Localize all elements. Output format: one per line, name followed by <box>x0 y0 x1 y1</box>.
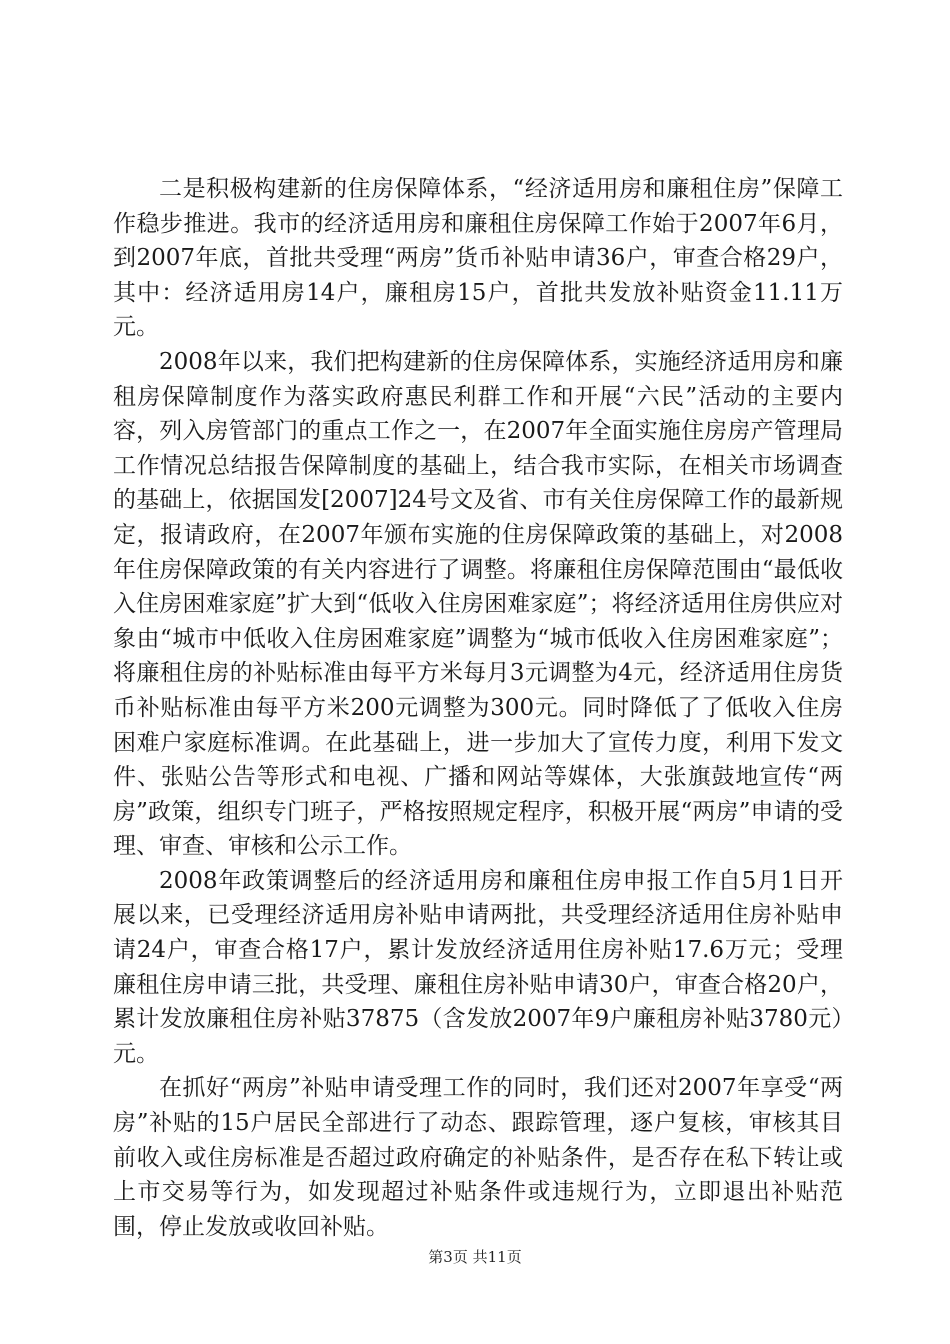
paragraph-2008-policy: 2008年以来，我们把构建新的住房保障体系，实施经济适用房和廉租房保障制度作为落实政府惠民利群工作和开展“六民”活动的主要内容，列入房管部门的重点工作之一，在2007年全面实施住房房产管理局工作情况总结报告保障制度的基础上，结合我市实际，在相关市场调查的基础上，依据国发[2007]24号文及省、市有关住房保障工作的最新规定，报请政府，在2007年颁布实施的住房保障政策的基础上，对2008年住房保障政策的有关内容进行了调整。将廉租住房保障范围由“最低收入住房困难家庭”扩大到“低收入住房困难家庭”；将经济适用住房供应对象由“城市中低收入住房困难家庭”调整为“城市低收入住房困难家庭”；将廉租住房的补贴标准由每平方米每月3元调整为4元，经济适用住房货币补贴标准由每平方米200元调整为300元。同时降低了了低收入住房困难户家庭标准调。在此基础上，进一步加大了宣传力度，利用下发文件、张贴公告等形式和电视、广播和网站等媒体，大张旗鼓地宣传“两房”政策，组织专门班子，严格按照规定程序，积极开展“两房”申请的受理、审查、审核和公示工作。 <box>113 348 843 860</box>
page-number-label: 第3页 共11页 <box>428 1248 522 1266</box>
paragraph-housing-system: 二是积极构建新的住房保障体系，“经济适用房和廉租住房”保障工作稳步推进。我市的经济适用房和廉租住房保障工作始于2007年6月，到2007年底，首批共受理“两房”货币补贴申请36户，审查合格29户，其中：经济适用房14户，廉租房15户，首批共发放补贴资金11.11万元。 <box>113 176 843 341</box>
document-body <box>113 172 843 1244</box>
page-footer <box>0 1246 950 1267</box>
paragraph-dynamic-management: 在抓好“两房”补贴申请受理工作的同时，我们还对2007年享受“两房”补贴的15户居民全部进行了动态、跟踪管理，逐户复核，审核其目前收入或住房标准是否超过政府确定的补贴条件，是否存在私下转让或上市交易等行为，如发现超过补贴条件或违规行为，立即退出补贴范围，停止发放或收回补贴。 <box>113 1075 843 1240</box>
paragraph-2008-applications: 2008年政策调整后的经济适用房和廉租住房申报工作自5月1日开展以来，已受理经济适用房补贴申请两批，共受理经济适用住房补贴申请24户，审查合格17户，累计发放经济适用住房补贴17.6万元；受理廉租住房申请三批，共受理、廉租住房补贴申请30户，审查合格20户，累计发放廉租住房补贴37875（含发放2007年9户廉租房补贴3780元）元。 <box>113 867 843 1067</box>
